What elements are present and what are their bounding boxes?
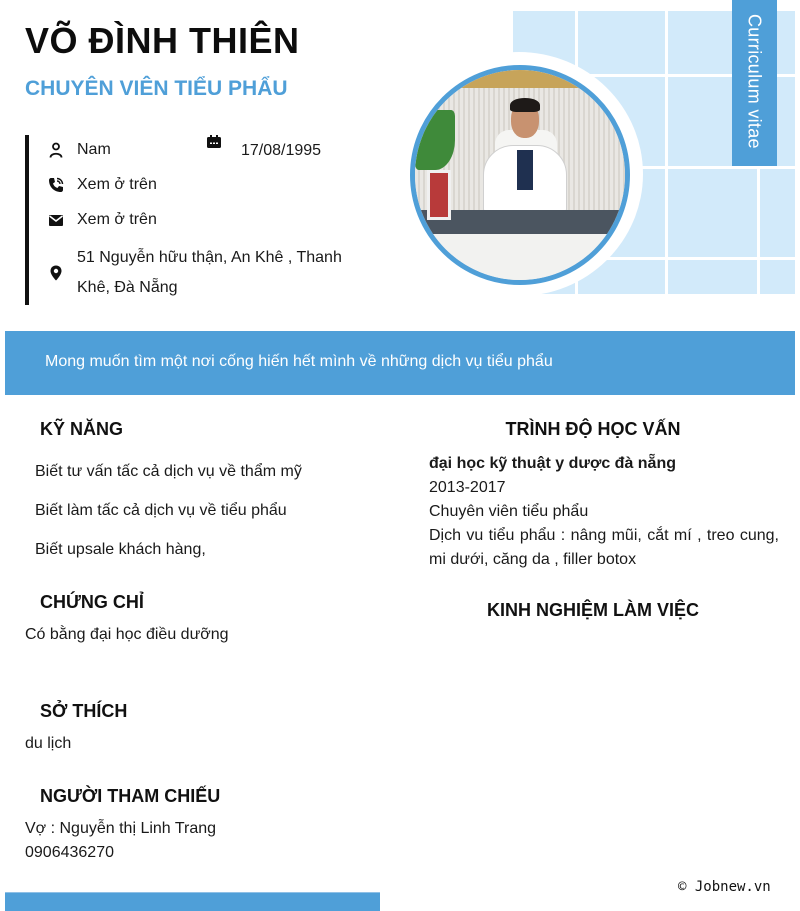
copyright: © Jobnew.vn xyxy=(678,879,771,895)
photo-sign xyxy=(455,70,585,88)
footer-bar xyxy=(5,892,380,911)
references-title: NGƯỜI THAM CHIẾU xyxy=(40,786,221,806)
user-icon xyxy=(45,139,67,161)
education-period: 2013-2017 xyxy=(429,479,506,496)
skills-title: KỸ NĂNG xyxy=(40,419,124,439)
photo-person-hair xyxy=(510,98,540,112)
education-entry xyxy=(429,452,779,572)
grid-line xyxy=(665,11,668,294)
objective-text: Mong muốn tìm một nơi cống hiến hết mình về những dịch vụ tiểu phẩu xyxy=(45,353,553,370)
calendar-icon xyxy=(207,135,221,149)
hobby-text: du lịch xyxy=(25,735,72,752)
photo-person-scrub xyxy=(517,150,533,190)
cv-vertical-tab xyxy=(732,0,777,166)
info-gender xyxy=(29,139,111,161)
cv-tab-label: Curriculum vitae xyxy=(744,14,765,149)
education-school: đại học kỹ thuật y dược đà nẵng xyxy=(429,455,676,472)
phone-icon xyxy=(45,174,67,196)
reference-name: Vợ : Nguyễn thị Linh Trang xyxy=(25,820,217,837)
phone-value: Xem ở trên xyxy=(77,176,157,193)
info-phone xyxy=(29,174,157,196)
email-value: Xem ở trên xyxy=(77,211,157,228)
photo-desk-front xyxy=(415,234,625,280)
info-email xyxy=(29,209,157,231)
dob-value: 17/08/1995 xyxy=(241,142,322,159)
education-description: Dịch vu tiểu phẩu : nâng mũi, cắt mí , treo cung, mi dưới, căng da , filler botox xyxy=(429,527,779,568)
experience-title: KINH NGHIỆM LÀM VIỆC xyxy=(486,600,699,620)
info-dob xyxy=(207,135,321,160)
photo-stand xyxy=(427,170,451,220)
hobbies-title: SỞ THÍCH xyxy=(40,701,128,721)
photo-plant xyxy=(415,110,455,170)
skill-item: Biết upsale khách hàng, xyxy=(35,541,206,558)
job-title: CHUYÊN VIÊN TIỂU PHẨU xyxy=(25,77,288,100)
gender-value: Nam xyxy=(77,141,111,158)
map-pin-icon xyxy=(45,262,67,284)
envelope-icon xyxy=(45,209,67,231)
education-major: Chuyên viên tiểu phẩu xyxy=(429,503,589,520)
certificate-text: Có bằng đại học điều dưỡng xyxy=(25,626,229,643)
personal-info xyxy=(25,135,375,305)
skill-item: Biết tư vấn tấc cả dịch vụ về thẩm mỹ xyxy=(35,463,302,480)
skill-item: Biết làm tấc cả dịch vụ về tiểu phẩu xyxy=(35,502,287,519)
objective-banner xyxy=(5,331,795,395)
reference-phone: 0906436270 xyxy=(25,844,114,861)
candidate-name: VÕ ĐÌNH THIÊN xyxy=(25,20,300,61)
education-title: TRÌNH ĐỘ HỌC VẤN xyxy=(505,419,681,439)
info-address xyxy=(29,243,367,303)
profile-photo xyxy=(410,65,630,285)
address-value: 51 Nguyễn hữu thận, An Khê , Thanh Khê, Đà Nẵng xyxy=(77,249,342,296)
certificates-title: CHỨNG CHỈ xyxy=(40,592,144,612)
